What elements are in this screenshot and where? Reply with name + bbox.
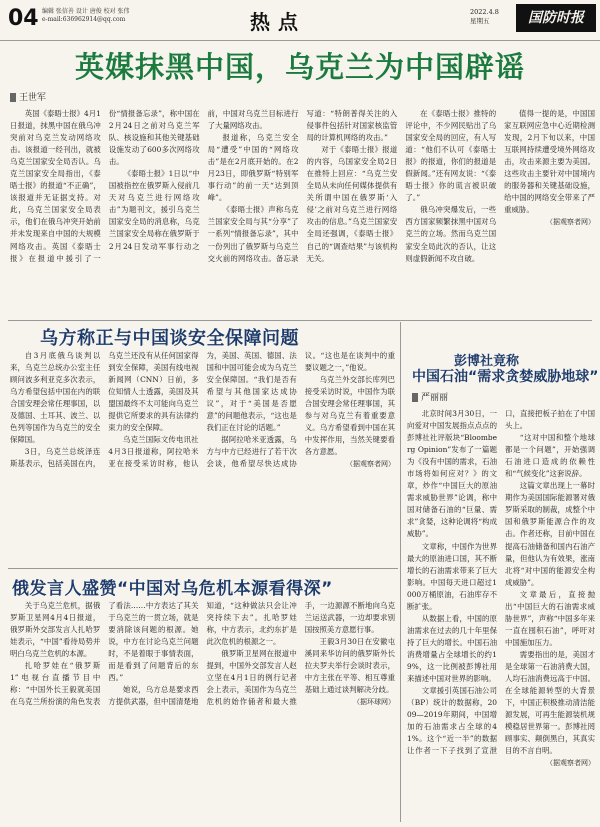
- source-note: （据观察者网）: [545, 218, 595, 227]
- paragraph: 扎哈罗娃在“俄罗斯1”电视台直播节目中称：“中国外长王毅就美国在乌克兰所扮演的角色发表了看法……中方表达了其关于乌克兰的一贯立场，就是要消除该问题的根源。她说，中方在讨论乌克兰问题时，不是着眼于事情表面，而是看到了问题背后的东西。”: [10, 601, 199, 707]
- paragraph: 从数据上看，中国的原油需求在过去的几十年里保持了巨大的增长。中国石油消费增量占全球增长的约19%，这一比例被彭博社用来描述中国对世界的影响。: [407, 613, 497, 684]
- article2-body: [10, 350, 395, 565]
- source-note: （据环球网）: [353, 698, 395, 707]
- email-line: e-mail:636962914@qq.com: [42, 16, 126, 23]
- paragraph: 报道称，乌克兰安全局“遭受”中国的“网络攻击”是在2月底开始的。在2月23日，即俄罗斯“特别军事行动”的前一天“达到顶峰”。: [207, 133, 299, 203]
- newspaper-logo: 国防时报: [516, 4, 596, 32]
- paragraph: 文章援引英国石油公司（BP）统计的数据称，2009—2019年期间，中国增加的石油需求占全球的41%。这个“近一半”的数据让作者一下子找到了宣泄口，直接把板子拍在了中国头上。: [407, 409, 595, 756]
- byline-name: 严丽丽: [421, 393, 449, 403]
- paragraph: 文章最后，直接抛出“中国巨大的石油需求威胁世界”，声称“中国多年来一直在囤积石油”，呼吁对中国施加压力。: [505, 589, 595, 647]
- article4-body: [10, 600, 395, 822]
- source-note: （据观察者网）: [546, 759, 595, 768]
- paragraph: 俄罗斯卫星网在报道中提到，中国外交部发言人赵立坚在4月1日的例行记者会上表示，美国作为乌克兰危机的始作俑者和最大推手，一边源源不断地向乌克兰运送武器，一边却要求别国按照美方意愿行事。: [206, 601, 395, 707]
- paragraph: “这对中国和整个地球都是一个问题”，开始强调石油进口造成的依赖性和“气候变化”这套说辞。: [505, 433, 595, 479]
- paragraph: 俄乌冲突爆发后，一些西方国家频繁抹黑中国对乌克兰的立场。然而乌克兰国家安全局此次的否认，让这则虚假新闻不攻自破。: [405, 205, 497, 263]
- paragraph: 在《泰晤士报》推特的评论中，不少网民贴出了乌国家安全局的回应，有人写道：“他们不认可《泰晤士报》的报道，你们的报道是假新闻。”还有网友说：“《泰晤士报》你的谎言被识破了。”: [405, 109, 497, 203]
- paragraph: 乌克兰外交部长库列巴接受采访时说，中国作为联合国安理会常任理事国，其参与对乌克兰有着重要意义。乌方希望看到中国在其中发挥作用，当然关键要看各方意愿。: [304, 375, 395, 457]
- paragraph: 3日，乌克兰总统泽连斯基表示，包括美国在内，乌克兰还没有从任何国家得到安全保障，美国有线电视新闻网（CNN）日前，多位知情人士透露，美国及其盟国最终不太可能向乌克兰提供它所要求的具有法律约束力的安全保障。: [10, 351, 199, 469]
- source-note: （据观察者网）: [346, 460, 395, 469]
- paragraph: 这篇文章出现上一幕时期作为美国国际能源署对俄罗斯采取的制裁，成整个中国和俄罗斯能源合作的攻击。作者还称，目前中国在提高石油储备和国内石油产量，但他认为有效果，涨南北将“对中国的能源安全构成威胁”。: [505, 481, 595, 587]
- column-divider: [400, 322, 401, 822]
- article1-body: [10, 108, 595, 318]
- paragraph: 乌克兰国际文传电讯社4月3日报道称，阿拉哈米亚在接受采访时称，他认为，美国、英国、德国、法国和中国可能会成为乌克兰安全保障国。“我们是否有希望与其他国家达成协议”，对于“美国是否愿意”的问题他表示，“这也是我们正在讨论的话题。”: [108, 351, 297, 469]
- divider: [8, 568, 398, 569]
- article3-byline: [412, 390, 448, 403]
- paragraph: 值得一提的是，中国国家互联网应急中心近期检测发现，2月下旬以来，中国互联网持续遭受境外网络攻击，攻击来源主要为美国。这些攻击主要针对中国境内的服务器和关键基础设施，给中国的网络安全带来了严重威胁。: [504, 109, 595, 215]
- paragraph: 对于《泰晤士报》报道的内容，乌国家安全局2日在推特上回应：“乌克兰安全局从未向任何媒体提供有关所谓中国在俄罗斯‘入侵’之前对乌克兰进行网络攻击的信息。”乌克兰国家安全局还强调，《泰晤士报》自己的“调查结果”与该机构无关。: [306, 145, 398, 263]
- paragraph: 北京时间3月30日，一向爱对中国发展指点点点的彭博社社评版块“Bloomberg Opinion”发布了一篇题为《没有中国的需求，石油市场将如何应对？》的文章，炒作“中国巨大的原油需求威胁世界”论调，称中国对储备石油的“巨量、需求”贪婪，这种论调将“构成威胁”。: [407, 409, 497, 539]
- paragraph: 据阿拉哈米亚透露，乌方与中方已经进行了若干次会谈，他希望尽快达成协议。“这也是在谈判中的重要议题之一，”他说。: [206, 351, 395, 469]
- issue-date: [470, 8, 499, 26]
- article3-body: [407, 408, 595, 822]
- paragraph: 《泰晤士报》1日以“中国被指控在俄罗斯入侵前几天对乌克兰进行网络攻击”为题刊文，援引乌克兰国家安全局的消息称，乌克兰国家安全局称在俄罗斯于2月24日发动军事行动之前，中国对乌克兰目标进行了大量网络攻击。: [108, 109, 299, 251]
- paragraph: 自3月底俄乌谈判以来，乌克兰总统办公室主任顾问波多利亚克多次表示，乌方希望包括中国在内的联合国安理会常任理事国，以及德国、土耳其、波兰、以色列等国作为乌克兰的安全保障国。: [10, 351, 101, 445]
- paragraph: 英国《泰晤士报》4月1日报道，抹黑中国在俄乌冲突前对乌克兰发动网络攻击。该报道一经刊出，就被乌克兰国家安全局否认。乌克兰国家安全局指出，《泰晤士报》的报道“不正确”，该报道并无证据支持。对此，乌克兰国家安全局表示，他们在俄乌冲突开始前并未发现来自中国的大规模网络攻击。英国《泰晤士报》在报道中援引了一份“情报备忘录”，称中国在2月24日之前对乌克兰军队、核设施和其他关键基础设施发动了600多次网络攻击。: [10, 109, 200, 263]
- paragraph: 需要指出的是，美国才是全球第一石油消费大国，人均石油消费远高于中国。在全球能源转型的大背景下，中国正积极推动清洁能源发展，可再生能源装机规模稳居世界第一。彭博社罔顾事实、颠倒黑白，其真实目的不言自明。: [505, 649, 595, 756]
- article3-headline: 中国石油“需求贪婪威胁地球”: [412, 369, 599, 385]
- byline-name: 王世军: [19, 93, 47, 103]
- pen-icon: [10, 93, 16, 102]
- article1-byline: [10, 90, 46, 103]
- section-title: 热点: [250, 10, 306, 34]
- paragraph: 文章称，中国作为世界最大的原油进口国，其不断增长的石油需求带来了巨大影响。中国每天进口超过1000万桶原油，石油库存不断扩张。: [407, 541, 497, 611]
- article4-headline: 俄发言人盛赞“中国对乌危机本源看得深”: [12, 579, 333, 599]
- paragraph: 《泰晤士报》声称乌克兰国家安全局与其“分享”了一系列“情报备忘录”，其中一份列出了俄罗斯与乌克兰交火前的网络攻击。备忘录写道：“特朗普得关注的入侵事件包括针对国家核监管局的计算机网络的攻击。”: [207, 109, 398, 263]
- date-text: 2022.4.8: [470, 8, 499, 16]
- article2-headline: 乌方称正与中国谈安全保障问题: [40, 328, 299, 349]
- article3-kicker: 彭博社竟称: [454, 354, 520, 369]
- paragraph: 王毅3月30日在安徽屯溪同来华访问的俄罗斯外长拉夫罗夫举行会谈时表示，中方主张在平等、相互尊重基础上通过谈判解决分歧。: [304, 637, 395, 695]
- editor-line: 编辑 张信善 设计 唐俊 校对 张伟: [42, 8, 130, 15]
- masthead: [0, 0, 600, 41]
- pen-icon: [412, 393, 418, 402]
- weekday-text: 星期五: [470, 17, 490, 25]
- main-headline: 英媒抹黑中国，乌克兰为中国辟谣: [74, 50, 525, 84]
- editor-meta: [42, 8, 182, 24]
- page-number: 04: [8, 6, 39, 31]
- paragraph: 关于乌克兰危机，据俄罗斯卫星网4月4日报道，俄罗斯外交部发言人扎哈罗娃表示，“中国”看待局势并明白乌克兰危机的本源。: [10, 601, 101, 659]
- paragraph: 她说，乌方总是要求西方提供武器，但中国清楚地知道，“这种做法只会让冲突持续下去”。扎哈罗娃称，中方表示，北约东扩是此次危机的根源之一。: [108, 601, 297, 707]
- divider: [8, 320, 592, 321]
